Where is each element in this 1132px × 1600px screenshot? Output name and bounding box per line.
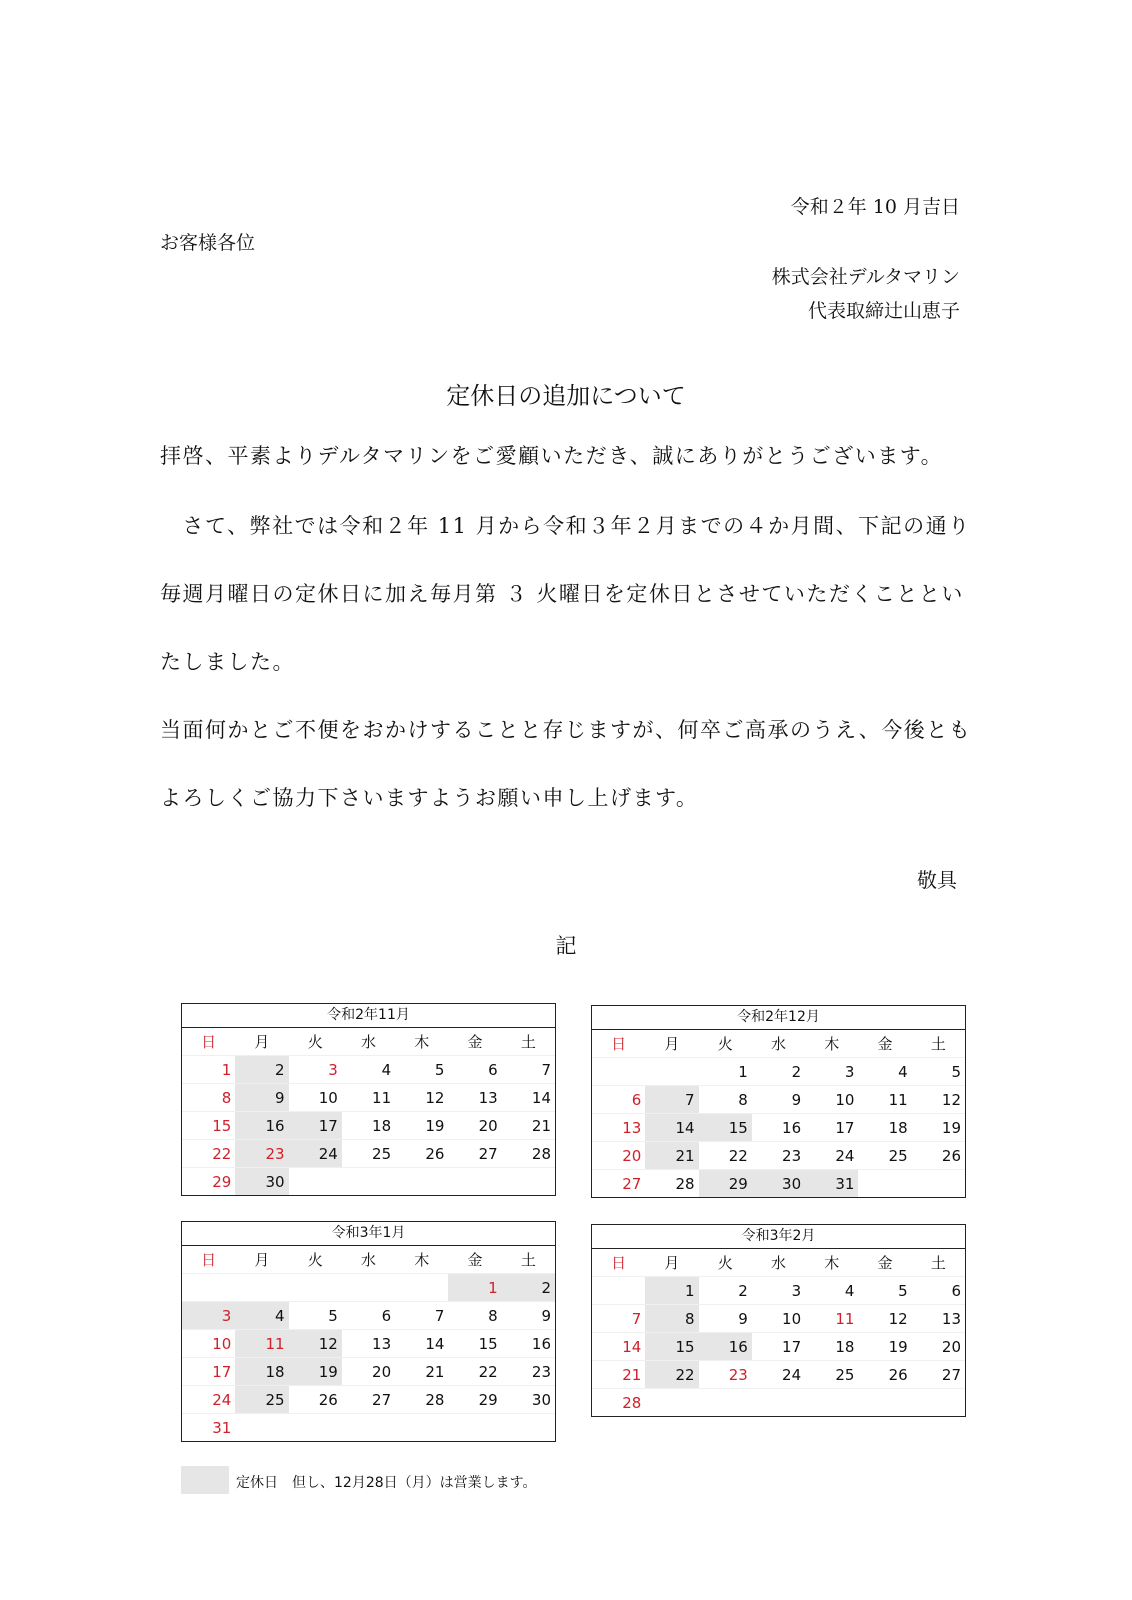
calendar-day: 25 — [805, 1361, 858, 1389]
calendar-day: 6 — [342, 1302, 395, 1330]
calendar-day: 26 — [289, 1386, 342, 1414]
calendar-2021-01 — [181, 1221, 556, 1442]
calendar-week — [592, 1333, 965, 1361]
legend-text: 定休日 但し、12月28日（月）は営業します。 — [236, 1475, 537, 1491]
calendar-week — [182, 1358, 555, 1386]
calendar-day: 12 — [858, 1305, 911, 1333]
calendar-day — [858, 1170, 911, 1198]
calendar-day: 1 — [645, 1277, 698, 1305]
calendar-day: 9 — [752, 1086, 805, 1114]
weekday-header: 水 — [360, 1033, 376, 1051]
calendar-week — [592, 1361, 965, 1389]
weekday-header: 土 — [520, 1033, 536, 1051]
calendar-day: 6 — [912, 1277, 965, 1305]
calendar-day: 11 — [805, 1305, 858, 1333]
calendar-day: 11 — [342, 1084, 395, 1112]
calendar-week — [182, 1302, 555, 1330]
calendar-day: 22 — [645, 1361, 698, 1389]
calendar-day: 2 — [235, 1056, 288, 1084]
calendar-day: 4 — [858, 1058, 911, 1086]
weekday-header: 火 — [717, 1254, 733, 1272]
calendar-day: 29 — [699, 1170, 752, 1198]
calendar-day: 7 — [592, 1305, 645, 1333]
calendar-day: 24 — [182, 1386, 235, 1414]
addressee: お客様各位 — [160, 232, 256, 254]
calendar-day: 5 — [858, 1277, 911, 1305]
calendar-day: 23 — [699, 1361, 752, 1389]
calendar-day: 20 — [912, 1333, 965, 1361]
calendar-day: 4 — [342, 1056, 395, 1084]
calendar-day: 11 — [858, 1086, 911, 1114]
calendar-day: 30 — [502, 1386, 555, 1414]
calendar-week — [182, 1414, 555, 1442]
calendar-week — [182, 1112, 555, 1140]
calendar-week — [182, 1168, 555, 1196]
weekday-header: 日 — [201, 1033, 217, 1051]
calendar-day: 16 — [699, 1333, 752, 1361]
calendar-day: 17 — [289, 1112, 342, 1140]
weekday-header: 水 — [360, 1251, 376, 1269]
calendar-day — [502, 1168, 555, 1196]
weekday-header: 土 — [930, 1035, 946, 1053]
calendar-day: 21 — [395, 1358, 448, 1386]
weekday-header: 金 — [467, 1033, 483, 1051]
calendar-day: 13 — [912, 1305, 965, 1333]
calendar-week — [182, 1056, 555, 1084]
calendar-day: 14 — [645, 1114, 698, 1142]
calendar-day — [805, 1389, 858, 1417]
calendar-2020-12 — [591, 1005, 966, 1198]
calendar-day: 18 — [858, 1114, 911, 1142]
calendar-2021-02 — [591, 1224, 966, 1417]
weekday-header: 日 — [611, 1035, 627, 1053]
calendar-day: 28 — [592, 1389, 645, 1417]
body-line-4: たしました。 — [160, 650, 295, 674]
calendar-day: 4 — [235, 1302, 288, 1330]
calendar-week — [182, 1084, 555, 1112]
calendar-day: 23 — [502, 1358, 555, 1386]
calendar-day: 26 — [395, 1140, 448, 1168]
calendar-day — [289, 1414, 342, 1442]
calendar-day — [645, 1389, 698, 1417]
calendar-day: 2 — [752, 1058, 805, 1086]
calendar-day: 5 — [395, 1056, 448, 1084]
calendar-day: 15 — [645, 1333, 698, 1361]
calendar-week — [182, 1330, 555, 1358]
calendar-day: 5 — [289, 1302, 342, 1330]
calendar-day — [912, 1389, 965, 1417]
calendar-day: 8 — [645, 1305, 698, 1333]
weekday-header: 土 — [520, 1251, 536, 1269]
calendar-day — [502, 1414, 555, 1442]
body-line-1: 拝啓、平素よりデルタマリンをご愛顧いただき、誠にありがとうございます。 — [160, 444, 944, 468]
calendar-day: 1 — [699, 1058, 752, 1086]
calendar-day: 20 — [342, 1358, 395, 1386]
calendar-day: 8 — [448, 1302, 501, 1330]
calendar-day — [342, 1414, 395, 1442]
calendar-title: 令和3年2月 — [592, 1225, 965, 1249]
calendar-day: 17 — [752, 1333, 805, 1361]
calendar-day: 3 — [289, 1056, 342, 1084]
calendar-day: 26 — [858, 1361, 911, 1389]
calendar-day: 25 — [235, 1386, 288, 1414]
calendar-day: 21 — [502, 1112, 555, 1140]
calendar-day: 17 — [182, 1358, 235, 1386]
calendar-day: 30 — [752, 1170, 805, 1198]
calendar-day: 28 — [502, 1140, 555, 1168]
calendar-day: 13 — [448, 1084, 501, 1112]
body-line-3: 毎週月曜日の定休日に加え毎月第 ３ 火曜日を定休日とさせていただくこととい — [160, 582, 964, 606]
calendar-day: 20 — [448, 1112, 501, 1140]
calendar-day: 18 — [235, 1358, 288, 1386]
calendar-week — [592, 1086, 965, 1114]
calendar-day — [342, 1274, 395, 1302]
calendar-day: 19 — [395, 1112, 448, 1140]
calendar-day — [235, 1274, 288, 1302]
body-line-2: さて、弊社では令和２年 11 月から令和３年２月までの４か月間、下記の通り — [160, 514, 971, 538]
calendar-day: 27 — [912, 1361, 965, 1389]
calendar-day: 3 — [182, 1302, 235, 1330]
calendar-day: 24 — [289, 1140, 342, 1168]
calendar-day: 19 — [858, 1333, 911, 1361]
calendar-day — [592, 1277, 645, 1305]
weekday-header: 金 — [467, 1251, 483, 1269]
weekday-header: 木 — [414, 1251, 430, 1269]
calendar-week — [592, 1058, 965, 1086]
calendar-title: 令和2年11月 — [182, 1004, 555, 1028]
weekday-header: 水 — [770, 1254, 786, 1272]
calendar-day: 10 — [289, 1084, 342, 1112]
calendar-day: 27 — [592, 1170, 645, 1198]
calendar-day: 23 — [235, 1140, 288, 1168]
weekday-header: 土 — [930, 1254, 946, 1272]
calendar-week — [182, 1274, 555, 1302]
calendar-day: 27 — [448, 1140, 501, 1168]
calendar-day: 12 — [912, 1086, 965, 1114]
calendar-day: 17 — [805, 1114, 858, 1142]
calendar-2020-11 — [181, 1003, 556, 1196]
weekday-header: 木 — [824, 1254, 840, 1272]
calendar-day: 29 — [182, 1168, 235, 1196]
calendar-day: 2 — [699, 1277, 752, 1305]
calendar-day — [395, 1274, 448, 1302]
calendar-day — [592, 1058, 645, 1086]
notice-title: 定休日の追加について — [446, 382, 686, 410]
calendar-day — [448, 1168, 501, 1196]
calendar-week — [592, 1114, 965, 1142]
calendar-day — [448, 1414, 501, 1442]
weekday-header: 火 — [307, 1033, 323, 1051]
calendar-day: 2 — [502, 1274, 555, 1302]
calendar-day — [752, 1389, 805, 1417]
body-line-6: よろしくご協力下さいますようお願い申し上げます。 — [160, 786, 699, 810]
calendar-day: 1 — [448, 1274, 501, 1302]
calendar-week — [592, 1389, 965, 1417]
calendar-day: 28 — [645, 1170, 698, 1198]
weekday-header: 火 — [717, 1035, 733, 1053]
calendar-day: 26 — [912, 1142, 965, 1170]
calendar-day: 16 — [502, 1330, 555, 1358]
calendar-week — [592, 1170, 965, 1198]
ki-heading: 記 — [555, 934, 577, 958]
calendar-day: 22 — [448, 1358, 501, 1386]
weekday-header: 日 — [611, 1254, 627, 1272]
calendar-day: 22 — [182, 1140, 235, 1168]
calendar-day: 24 — [752, 1361, 805, 1389]
calendar-day: 9 — [235, 1084, 288, 1112]
calendar-day: 14 — [592, 1333, 645, 1361]
calendar-day: 25 — [342, 1140, 395, 1168]
calendar-day — [645, 1058, 698, 1086]
calendar-day: 21 — [645, 1142, 698, 1170]
calendar-day: 24 — [805, 1142, 858, 1170]
calendar-day: 23 — [752, 1142, 805, 1170]
calendar-day: 4 — [805, 1277, 858, 1305]
body-line-5: 当面何かとご不便をおかけすることと存じますが、何卒ご高承のうえ、今後とも — [160, 718, 972, 742]
calendar-day: 31 — [805, 1170, 858, 1198]
document-date: 令和２年 10 月吉日 — [790, 196, 960, 218]
calendar-week — [592, 1305, 965, 1333]
calendar-day: 3 — [752, 1277, 805, 1305]
calendar-title: 令和2年12月 — [592, 1006, 965, 1030]
calendar-day — [858, 1389, 911, 1417]
calendar-day: 13 — [342, 1330, 395, 1358]
weekday-header: 木 — [414, 1033, 430, 1051]
calendar-day: 16 — [752, 1114, 805, 1142]
calendar-day: 28 — [395, 1386, 448, 1414]
calendar-day: 7 — [502, 1056, 555, 1084]
calendar-day: 5 — [912, 1058, 965, 1086]
weekday-header: 金 — [877, 1254, 893, 1272]
calendar-day: 7 — [645, 1086, 698, 1114]
calendar-week — [592, 1277, 965, 1305]
calendar-day: 13 — [592, 1114, 645, 1142]
calendar-day: 15 — [699, 1114, 752, 1142]
calendar-day — [395, 1168, 448, 1196]
weekday-header: 火 — [307, 1251, 323, 1269]
calendar-day: 9 — [502, 1302, 555, 1330]
calendar-day: 3 — [805, 1058, 858, 1086]
calendar-day: 15 — [182, 1112, 235, 1140]
calendar-day — [289, 1168, 342, 1196]
weekday-header: 月 — [664, 1035, 680, 1053]
calendar-day: 10 — [752, 1305, 805, 1333]
calendar-day: 21 — [592, 1361, 645, 1389]
calendar-day: 12 — [289, 1330, 342, 1358]
calendar-day: 10 — [182, 1330, 235, 1358]
calendar-day: 8 — [182, 1084, 235, 1112]
calendar-title: 令和3年1月 — [182, 1222, 555, 1246]
calendar-day: 14 — [502, 1084, 555, 1112]
calendar-day: 31 — [182, 1414, 235, 1442]
calendar-day: 19 — [289, 1358, 342, 1386]
calendar-day — [182, 1274, 235, 1302]
weekday-header: 金 — [877, 1035, 893, 1053]
calendar-day — [289, 1274, 342, 1302]
calendar-day: 29 — [448, 1386, 501, 1414]
calendar-day: 10 — [805, 1086, 858, 1114]
calendar-day: 18 — [805, 1333, 858, 1361]
weekday-header: 水 — [770, 1035, 786, 1053]
calendar-day: 27 — [342, 1386, 395, 1414]
calendar-day: 22 — [699, 1142, 752, 1170]
company-name: 株式会社デルタマリン — [771, 266, 960, 288]
calendar-day: 18 — [342, 1112, 395, 1140]
calendar-day: 14 — [395, 1330, 448, 1358]
weekday-header: 日 — [201, 1251, 217, 1269]
calendar-day — [395, 1414, 448, 1442]
calendar-day: 8 — [699, 1086, 752, 1114]
weekday-header: 月 — [664, 1254, 680, 1272]
calendar-day: 12 — [395, 1084, 448, 1112]
calendar-day: 6 — [448, 1056, 501, 1084]
calendar-day: 9 — [699, 1305, 752, 1333]
calendar-day: 1 — [182, 1056, 235, 1084]
calendar-day — [699, 1389, 752, 1417]
calendar-day: 19 — [912, 1114, 965, 1142]
calendar-day: 15 — [448, 1330, 501, 1358]
calendar-week — [592, 1142, 965, 1170]
calendar-week — [182, 1386, 555, 1414]
calendar-week — [182, 1140, 555, 1168]
weekday-header: 木 — [824, 1035, 840, 1053]
calendar-day: 7 — [395, 1302, 448, 1330]
calendar-day — [342, 1168, 395, 1196]
weekday-header: 月 — [254, 1033, 270, 1051]
calendar-day — [235, 1414, 288, 1442]
representative: 代表取締辻山恵子 — [807, 300, 960, 322]
calendar-day: 11 — [235, 1330, 288, 1358]
calendar-day: 25 — [858, 1142, 911, 1170]
legend-swatch — [181, 1466, 229, 1494]
closing-salutation: 敬具 — [917, 868, 957, 892]
calendar-day: 16 — [235, 1112, 288, 1140]
calendar-day: 30 — [235, 1168, 288, 1196]
calendar-day: 20 — [592, 1142, 645, 1170]
calendar-day — [912, 1170, 965, 1198]
weekday-header: 月 — [254, 1251, 270, 1269]
calendar-day: 6 — [592, 1086, 645, 1114]
